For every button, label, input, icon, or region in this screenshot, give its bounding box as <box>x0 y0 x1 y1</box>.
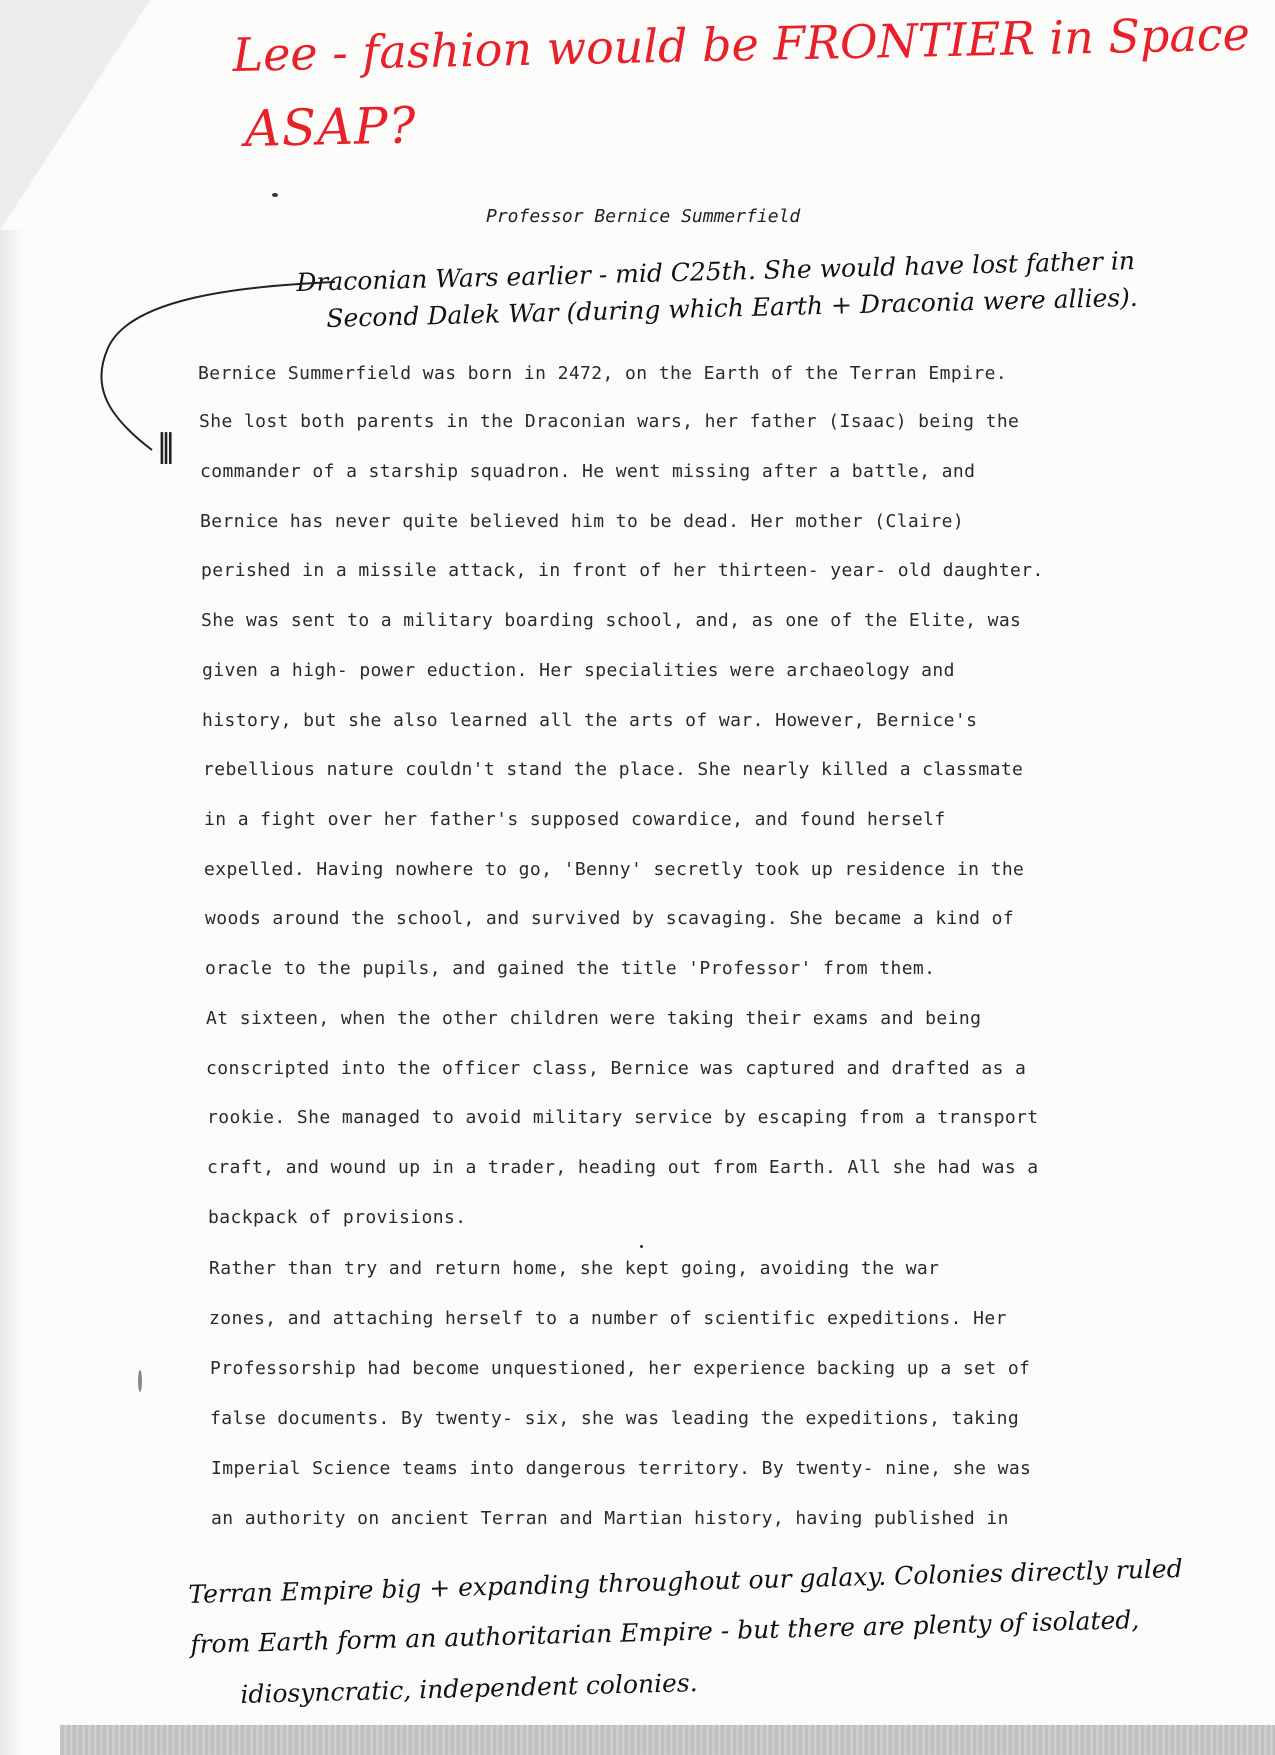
margin-note-line-2: Second Dalek War (during which Earth + Draconia were allies). <box>326 282 1139 333</box>
text-line: Bernice has never quite believed him to be dead. Her mother (Claire) <box>200 511 965 532</box>
text-line: backpack of provisions. <box>208 1207 467 1228</box>
ink-speck <box>272 193 278 197</box>
text-line: Imperial Science teams into dangerous territory. By twenty- nine, she was <box>211 1458 1032 1479</box>
text-line: She was sent to a military boarding school, and, as one of the Elite, was <box>201 610 1022 631</box>
red-note-line-1: Lee - fashion would be FRONTIER in Space <box>232 6 1251 82</box>
text-line: oracle to the pupils, and gained the title 'Professor' from them. <box>205 958 936 979</box>
text-line: rebellious nature couldn't stand the place. She nearly killed a classmate <box>203 759 1024 780</box>
bottom-note-line-1: Terran Empire big + expanding throughout our galaxy. Colonies directly ruled <box>188 1553 1184 1609</box>
text-line: in a fight over her father's supposed cowardice, and found herself <box>204 809 946 830</box>
text-line: an authority on ancient Terran and Martian history, having published in <box>211 1508 1009 1529</box>
text-line: Bernice Summerfield was born in 2472, on the Earth of the Terran Empire. <box>198 363 1008 384</box>
text-line: She lost both parents in the Draconian wars, her father (Isaac) being the <box>199 411 1020 432</box>
page-bottom-edge <box>60 1725 1275 1755</box>
text-line: woods around the school, and survived by scavaging. She became a kind of <box>205 908 1015 929</box>
text-line: given a high- power eduction. Her specialities were archaeology and <box>202 660 955 681</box>
text-line: rookie. She managed to avoid military service by escaping from a transport <box>207 1107 1039 1128</box>
text-line: conscripted into the officer class, Bernice was captured and drafted as a <box>206 1058 1027 1079</box>
text-line: Rather than try and return home, she kept going, avoiding the war <box>209 1258 940 1279</box>
text-line: craft, and wound up in a trader, heading out from Earth. All she had was a <box>207 1157 1039 1178</box>
red-note-line-2: ASAP? <box>244 96 418 158</box>
margin-note-line-1: Draconian Wars earlier - mid C25th. She would have lost father in <box>296 246 1136 297</box>
tally-mark: III <box>158 424 171 475</box>
text-line: At sixteen, when the other children were taking their exams and being <box>206 1008 982 1029</box>
bottom-note-line-3: idiosyncratic, independent colonies. <box>240 1668 698 1709</box>
staple-mark <box>138 1370 142 1392</box>
text-line: history, but she also learned all the arts of war. However, Bernice's <box>202 710 978 731</box>
text-line: commander of a starship squadron. He went missing after a battle, and <box>200 461 976 482</box>
document-title: Professor Bernice Summerfield <box>486 206 801 227</box>
text-line: false documents. By twenty- six, she was leading the expeditions, taking <box>210 1408 1020 1429</box>
page-left-edge <box>0 230 24 1755</box>
text-line: expelled. Having nowhere to go, 'Benny' secretly took up residence in the <box>204 859 1025 880</box>
folded-corner <box>0 0 150 230</box>
text-line: Professorship had become unquestioned, her experience backing up a set of <box>210 1358 1031 1379</box>
bottom-note-line-2: from Earth form an authoritarian Empire - but there are plenty of isolated, <box>190 1605 1140 1659</box>
text-line: perished in a missile attack, in front of her thirteen- year- old daughter. <box>201 560 1044 581</box>
text-line: zones, and attaching herself to a number of scientific expeditions. Her <box>209 1308 1007 1329</box>
ink-speck <box>640 1245 643 1248</box>
